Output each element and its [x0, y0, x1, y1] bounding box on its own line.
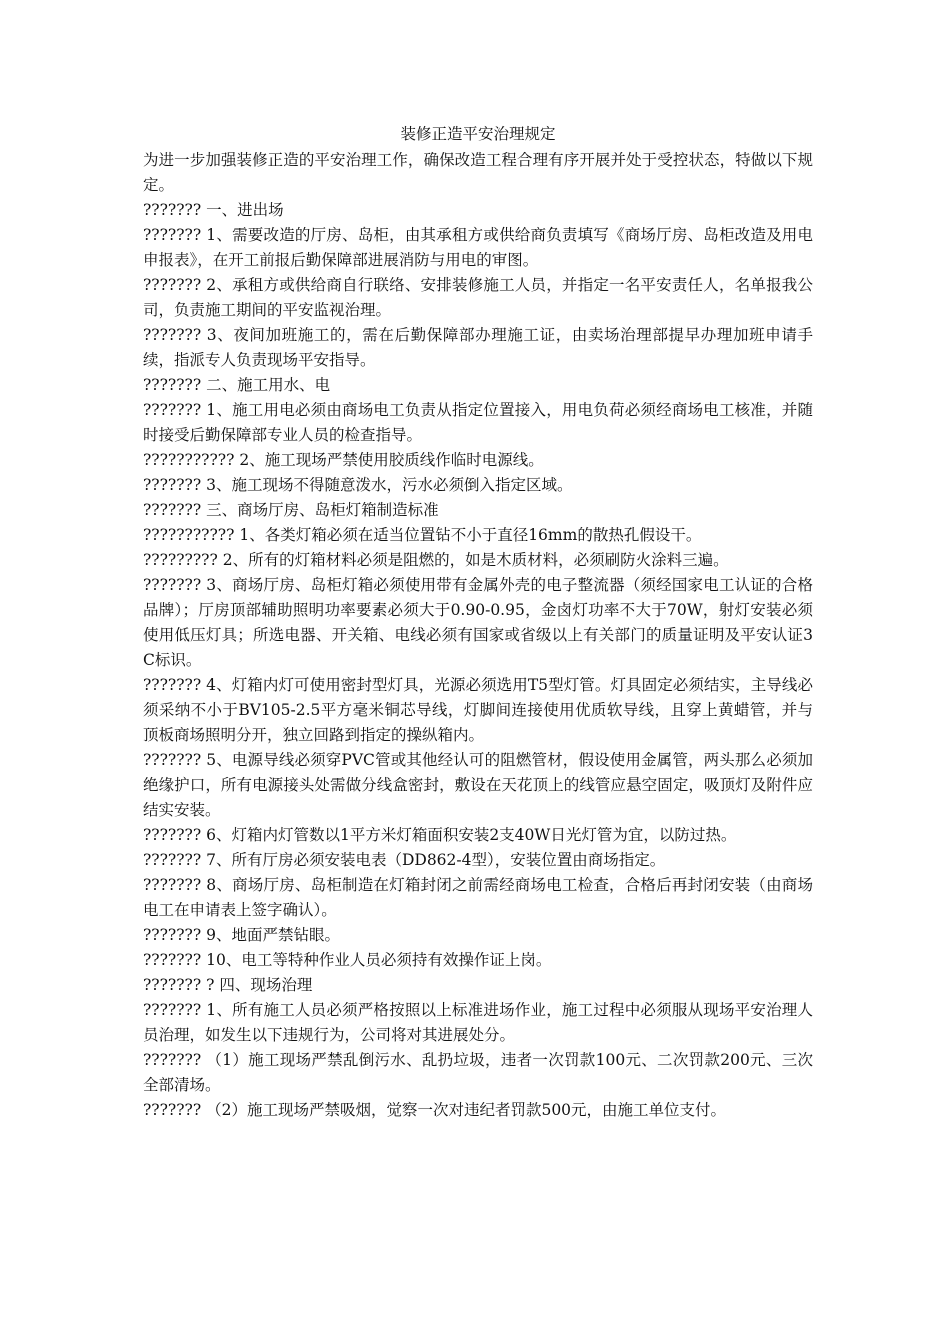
paragraph: ??????? 8、商场厅房、岛柜制造在灯箱封闭之前需经商场电工检查，合格后再封闭安装（由商场电工在申请表上签字确认）。	[143, 876, 813, 919]
paragraph: ??????? 10、电工等特种作业人员必须持有效操作证上岗。	[143, 951, 552, 969]
paragraph: ??????????? 1、各类灯箱必须在适当位置钻不小于直径16mm的散热孔假设干。	[143, 526, 702, 544]
paragraph: ????????? 2、所有的灯箱材料必须是阻燃的，如是木质材料，必须刷防火涂料三遍。	[143, 551, 729, 569]
paragraph: ??????? 3、施工现场不得随意泼水，污水必须倒入指定区域。	[143, 476, 573, 494]
paragraph-intro: 为进一步加强装修正造的平安治理工作，确保改造工程合理有序开展并处于受控状态，特做以下规定。	[143, 151, 813, 194]
paragraph: ??????? 5、电源导线必须穿PVC管或其他经认可的阻燃管材，假设使用金属管，两头那么必须加绝缘护口，所有电源接头处需做分线盒密封，敷设在天花顶上的线管应悬空固定，吸顶灯及附件应结实安装。	[143, 751, 813, 819]
paragraph: ??????? 9、地面严禁钻眼。	[143, 926, 340, 944]
paragraph: ??????? （2）施工现场严禁吸烟，觉察一次对违纪者罚款500元，由施工单位支付。	[143, 1101, 727, 1119]
paragraph: ??????? 3、夜间加班施工的，需在后勤保障部办理施工证，由卖场治理部提早办理加班申请手续，指派专人负责现场平安指导。	[143, 326, 813, 369]
section-heading-site-management: ??????? ? 四、现场治理	[143, 976, 313, 994]
paragraph: ??????? （1）施工现场严禁乱倒污水、乱扔垃圾，违者一次罚款100元、二次罚款200元、三次全部清场。	[143, 1051, 813, 1094]
section-heading-water-electricity: ??????? 二、施工用水、电	[143, 376, 331, 394]
paragraph: ??????? 4、灯箱内灯可使用密封型灯具，光源必须选用T5型灯管。灯具固定必须结实，主导线必须采纳不小于BV105-2.5平方毫米铜芯导线，灯脚间连接使用优质软导线，且穿上黄蜡管，并与顶板商场照明分开，独立回路到指定的操纵箱内。	[143, 676, 813, 744]
paragraph: ??????? 3、商场厅房、岛柜灯箱必须使用带有金属外壳的电子整流器（须经国家电工认证的合格品牌）；厅房顶部辅助照明功率要素必须大于0.90-0.95，金卤灯功率不大于70W，射灯安装必须使用低压灯具；所选电器、开关箱、电线必须有国家或省级以上有关部门的质量证明及平安认证3C标识。	[143, 576, 813, 669]
document-title: 装修正造平安治理规定	[400, 125, 556, 143]
paragraph: ??????? 7、所有厅房必须安装电表（DD862-4型），安装位置由商场指定。	[143, 851, 666, 869]
section-heading-entry-exit: ??????? 一、进出场	[143, 201, 284, 219]
section-heading-lightbox-standards: ??????? 三、商场厅房、岛柜灯箱制造标准	[143, 501, 439, 519]
paragraph: ??????????? 2、施工现场严禁使用胶质线作临时电源线。	[143, 451, 544, 469]
paragraph: ??????? 1、施工用电必须由商场电工负责从指定位置接入，用电负荷必须经商场电工核准，并随时接受后勤保障部专业人员的检查指导。	[143, 401, 813, 444]
paragraph: ??????? 2、承租方或供给商自行联络、安排装修施工人员，并指定一名平安责任人，名单报我公司，负责施工期间的平安监视治理。	[143, 276, 813, 319]
paragraph: ??????? 1、需要改造的厅房、岛柜，由其承租方或供给商负责填写《商场厅房、岛柜改造及用电申报表》，在开工前报后勤保障部进展消防与用电的审图。	[143, 226, 813, 269]
paragraph: ??????? 1、所有施工人员必须严格按照以上标准进场作业，施工过程中必须服从现场平安治理人员治理，如发生以下违规行为，公司将对其进展处分。	[143, 1001, 813, 1044]
document-body	[143, 122, 813, 1123]
paragraph: ??????? 6、灯箱内灯管数以1平方米灯箱面积安装2支40W日光灯管为宜，以防过热。	[143, 826, 737, 844]
